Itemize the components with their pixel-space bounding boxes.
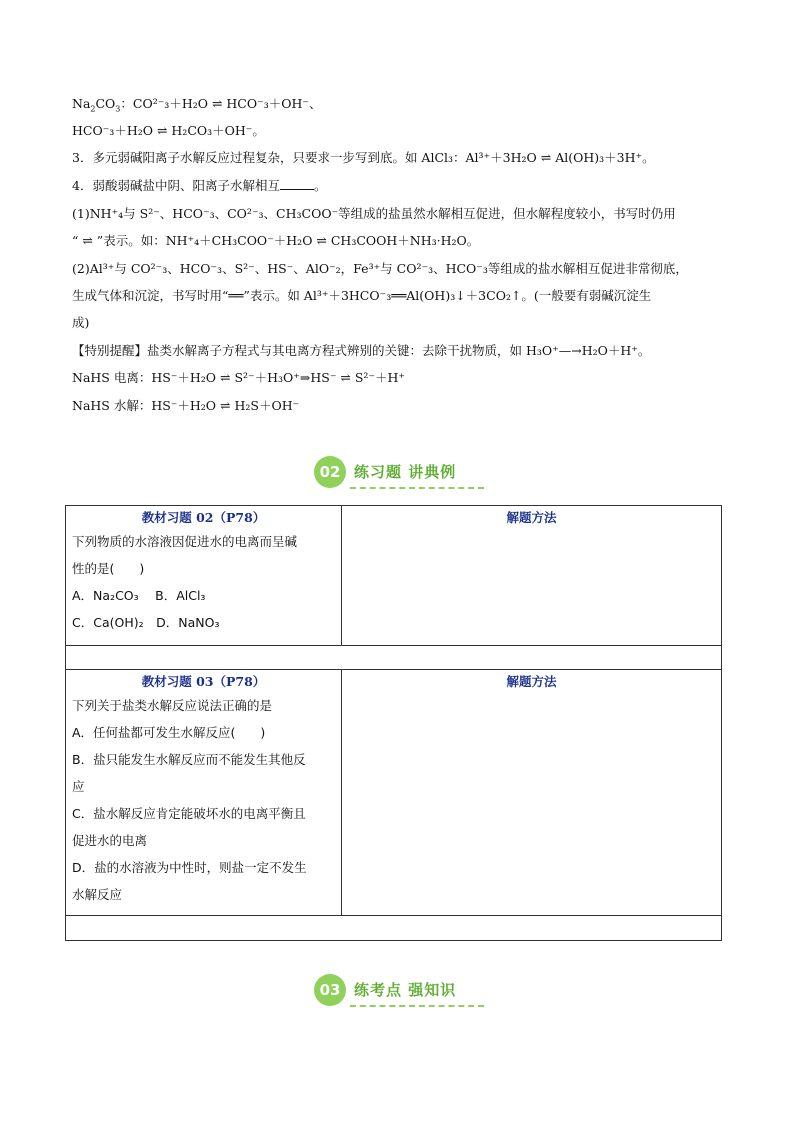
question-line: 性的是( ) [72, 561, 145, 576]
option-c: C．盐水解反应肯定能破坏水的电离平衡且 [72, 806, 306, 821]
option-a: A．任何盐都可发生水解反应( ) [72, 725, 266, 740]
section-number-badge: 03 [314, 974, 346, 1006]
exercise-table [65, 505, 722, 941]
method-heading: 解题方法 [506, 674, 557, 689]
point-3: 3．多元弱碱阳离子水解反应过程复杂，只要求一步写到底。如 AlCl₃：Al³⁺＋3H₂O ⇌ Al(OH)₃＋3H⁺。 [72, 150, 655, 165]
exercise-2-body [66, 692, 341, 908]
method-heading: 解题方法 [506, 510, 557, 525]
fill-in-blank [280, 177, 314, 190]
exercise-2-answer-row [66, 916, 722, 941]
answer-cell[interactable] [66, 646, 722, 670]
section-underline [350, 1005, 484, 1007]
option-d-cont: 水解反应 [72, 887, 123, 902]
exercise-1-method-cell[interactable] [342, 506, 722, 646]
hco3-hydrolysis-eq: HCO⁻₃＋H₂O ⇌ H₂CO₃＋OH⁻。 [72, 123, 265, 138]
sub-point-1-line-2: “ ⇌ ”表示。如：NH⁺₄＋CH₃COO⁻＋H₂O ⇌ CH₃COOH＋NH₃·H₂O。 [72, 233, 480, 248]
options-line: C．Ca(OH)₂ D．NaNO₃ [72, 615, 220, 630]
exercise-2-method-cell[interactable] [342, 670, 722, 916]
nahs-hydrolysis: NaHS 水解：HS⁻＋H₂O ⇌ H₂S＋OH⁻ [72, 398, 300, 413]
exercise-1-body [66, 528, 341, 636]
exercise-2-row [66, 670, 722, 916]
question-line: 下列物质的水溶液因促进水的电离而呈碱 [72, 534, 298, 549]
section-title: 练习题 讲典例 [354, 463, 457, 481]
exercise-1-answer-row [66, 646, 722, 670]
point-4 [72, 176, 326, 196]
option-c-cont: 促进水的电离 [72, 833, 148, 848]
options-line: A．Na₂CO₃ B．AlCl₃ [72, 588, 206, 603]
exercise-1-heading: 教材习题 02（P78） [141, 510, 266, 525]
special-reminder: 【特别提醒】盐类水解离子方程式与其电离方程式辨别的关键：去除干扰物质，如 H₃O⁺—→H₂O＋H⁺。 [72, 343, 651, 358]
section-number-badge: 02 [314, 456, 346, 488]
sub-point-2-line-2: 生成气体和沉淀，书写时用“══”表示。如 Al³⁺＋3HCO⁻₃══Al(OH)₃↓＋3CO₂↑。(一般要有弱碱沉淀生 [72, 288, 652, 303]
option-d: D．盐的水溶液为中性时，则盐一定不发生 [72, 860, 307, 875]
question-line: 下列关于盐类水解反应说法正确的是 [72, 698, 273, 713]
section-underline [350, 487, 484, 489]
option-b-cont: 应 [72, 779, 85, 794]
sub-point-1-line-1: (1)NH⁺₄与 S²⁻、HCO⁻₃、CO²⁻₃、CH₃COO⁻等组成的盐虽然水解相互促进，但水解程度较小，书写时仍用 [72, 206, 676, 221]
option-b: B．盐只能发生水解反应而不能发生其他反 [72, 752, 306, 767]
section-title: 练考点 强知识 [354, 981, 457, 999]
na2co3-equation: ：CO²⁻₃＋H₂O ⇌ HCO⁻₃＋OH⁻、 [120, 96, 322, 111]
sub-point-2-line-3: 成) [72, 315, 90, 330]
exercise-1-row [66, 506, 722, 646]
na2co3-hydrolysis-eq [72, 94, 321, 114]
nahs-ionization: NaHS 电离：HS⁻＋H₂O ⇌ S²⁻＋H₃O⁺⇒HS⁻ ⇌ S²⁻＋H⁺ [72, 370, 406, 385]
point-4-text: 4．弱酸弱碱盐中阴、阳离子水解相互 [72, 178, 280, 193]
answer-cell[interactable] [66, 916, 722, 941]
point-4-end: 。 [313, 178, 327, 193]
na2co3-formula: $Na_2CO_3$ [72, 96, 121, 114]
section-02-header [314, 456, 494, 490]
sub-point-2-line-1: (2)Al³⁺与 CO²⁻₃、HCO⁻₃、S²⁻、HS⁻、AlO⁻₂，Fe³⁺与 CO²⁻₃、HCO⁻₃等组成的盐水解相互促进非常彻底， [72, 261, 688, 276]
exercise-1-question-cell [66, 506, 342, 646]
exercise-2-question-cell [66, 670, 342, 916]
exercise-2-heading: 教材习题 03（P78） [141, 674, 266, 689]
section-03-header [314, 974, 494, 1008]
